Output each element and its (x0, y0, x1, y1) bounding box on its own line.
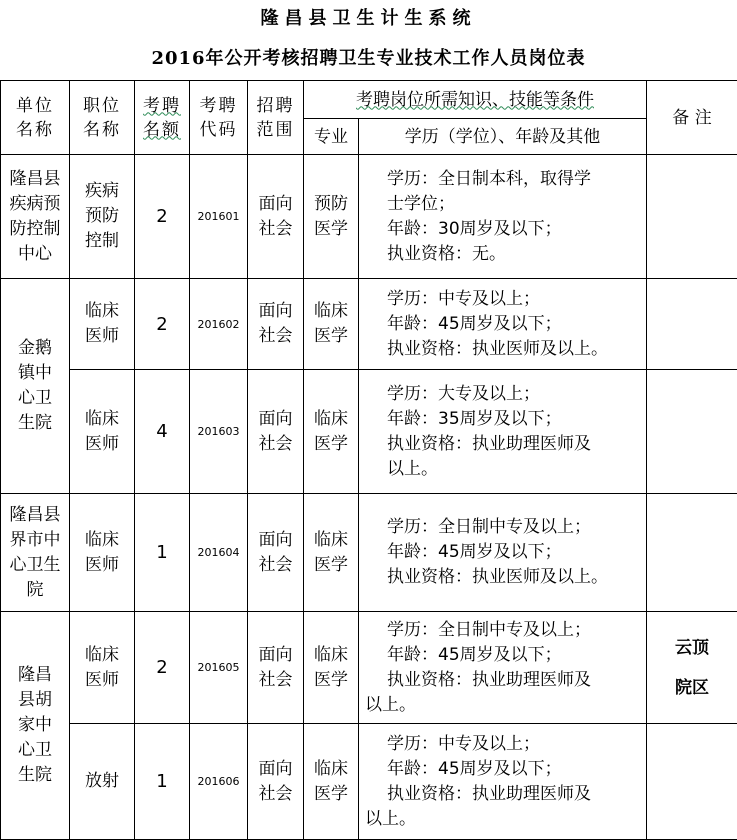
document-subtitle: 2016年公开考核招聘卫生专业技术工作人员岗位表 (151, 48, 586, 69)
req-line: 年龄：30周岁及以下； (387, 218, 562, 239)
req-line: 执业资格：执业助理医师及 (387, 669, 591, 690)
code-cell: 201606 (190, 724, 248, 840)
quota-cell: 2 (135, 279, 190, 370)
scope-cell: 面向社会 (248, 724, 304, 840)
req-line: 年龄：45周岁及以下； (387, 542, 562, 562)
remark-cell (647, 279, 737, 370)
table-row (1, 494, 737, 612)
scope-cell: 面向社会 (248, 279, 304, 370)
req-line: 学历：全日制中专及以上； (387, 619, 591, 640)
header-education: 学历（学位）、年龄及其他 (359, 119, 647, 155)
header-scope: 招聘范围 (248, 81, 304, 155)
remark-cell (647, 724, 737, 840)
scope-cell: 面向社会 (248, 612, 304, 724)
header-requirements: 考聘岗位所需知识、技能等条件 (304, 81, 647, 119)
major-cell: 临床医学 (304, 724, 359, 840)
quota-cell: 1 (135, 724, 190, 840)
table-row (1, 612, 737, 724)
req-line: 以上。 (387, 458, 438, 479)
req-line: 执业资格：执业医师及以上。 (387, 338, 608, 359)
requirements-cell (359, 612, 647, 724)
req-line: 学历：全日制中专及以上； (387, 517, 591, 537)
req-line: 学历：中专及以上； (387, 288, 540, 309)
major-cell: 预防医学 (304, 155, 359, 279)
position-cell: 临床医师 (70, 494, 135, 612)
code-cell: 201605 (190, 612, 248, 724)
position-cell: 临床医师 (70, 370, 135, 494)
req-line: 士学位； (387, 193, 455, 214)
major-cell: 临床医学 (304, 279, 359, 370)
scope-cell: 面向社会 (248, 370, 304, 494)
header-position-name: 职位名称 (70, 81, 135, 155)
req-line: 学历：大专及以上； (387, 383, 540, 404)
req-line: 执业资格：无。 (387, 243, 506, 264)
requirements-cell (359, 370, 647, 494)
header-code: 考聘代码 (190, 81, 248, 155)
table-row (1, 724, 737, 840)
req-line: 以上。 (365, 808, 416, 829)
table-row (1, 155, 737, 279)
table-row (1, 370, 737, 494)
unit-name-cell: 隆昌县疾病预防控制中心 (1, 155, 70, 279)
major-cell: 临床医学 (304, 494, 359, 612)
unit-name-cell: 隆昌县胡家中心卫生院 (1, 612, 70, 840)
position-cell: 临床医师 (70, 612, 135, 724)
quota-cell: 4 (135, 370, 190, 494)
document-title: 隆昌县卫生计生系统 (260, 8, 477, 29)
remark-cell: 云顶院区 (647, 612, 737, 724)
req-line: 年龄：45周岁及以下； (387, 313, 562, 334)
req-line: 学历：中专及以上； (387, 733, 540, 754)
table-row (1, 279, 737, 370)
code-cell: 201603 (190, 370, 248, 494)
code-cell: 201604 (190, 494, 248, 612)
quota-cell: 1 (135, 494, 190, 612)
code-cell: 201601 (190, 155, 248, 279)
major-cell: 临床医学 (304, 612, 359, 724)
requirements-cell (359, 155, 647, 279)
code-cell: 201602 (190, 279, 248, 370)
remark-cell (647, 494, 737, 612)
req-line: 执业资格：执业助理医师及 (387, 433, 591, 454)
major-cell: 临床医学 (304, 370, 359, 494)
scope-cell: 面向社会 (248, 155, 304, 279)
requirements-cell (359, 279, 647, 370)
scope-cell: 面向社会 (248, 494, 304, 612)
requirements-cell (359, 494, 647, 612)
position-cell: 放射 (70, 724, 135, 840)
req-line: 学历：全日制本科，取得学 (387, 168, 591, 189)
header-remarks: 备 注 (647, 81, 737, 155)
unit-name-cell: 隆昌县界市中心卫生院 (1, 494, 70, 612)
req-line: 年龄：45周岁及以下； (387, 644, 562, 665)
req-line: 执业资格：执业医师及以上。 (387, 567, 608, 587)
req-line: 执业资格：执业助理医师及 (387, 783, 591, 804)
unit-name-cell: 金鹅镇中心卫生院 (1, 279, 70, 494)
quota-cell: 2 (135, 612, 190, 724)
positions-table (0, 80, 737, 840)
header-quota: 考聘名额 (135, 81, 190, 155)
position-cell: 疾病预防控制 (70, 155, 135, 279)
position-cell: 临床医师 (70, 279, 135, 370)
remark-cell (647, 155, 737, 279)
requirements-cell (359, 724, 647, 840)
req-line: 以上。 (365, 694, 416, 715)
header-major: 专业 (304, 119, 359, 155)
req-line: 年龄：45周岁及以下； (387, 758, 562, 779)
remark-cell (647, 370, 737, 494)
quota-cell: 2 (135, 155, 190, 279)
req-line: 年龄：35周岁及以下； (387, 408, 562, 429)
header-unit-name: 单位名称 (1, 81, 70, 155)
positions-table-wrapper (0, 80, 737, 840)
